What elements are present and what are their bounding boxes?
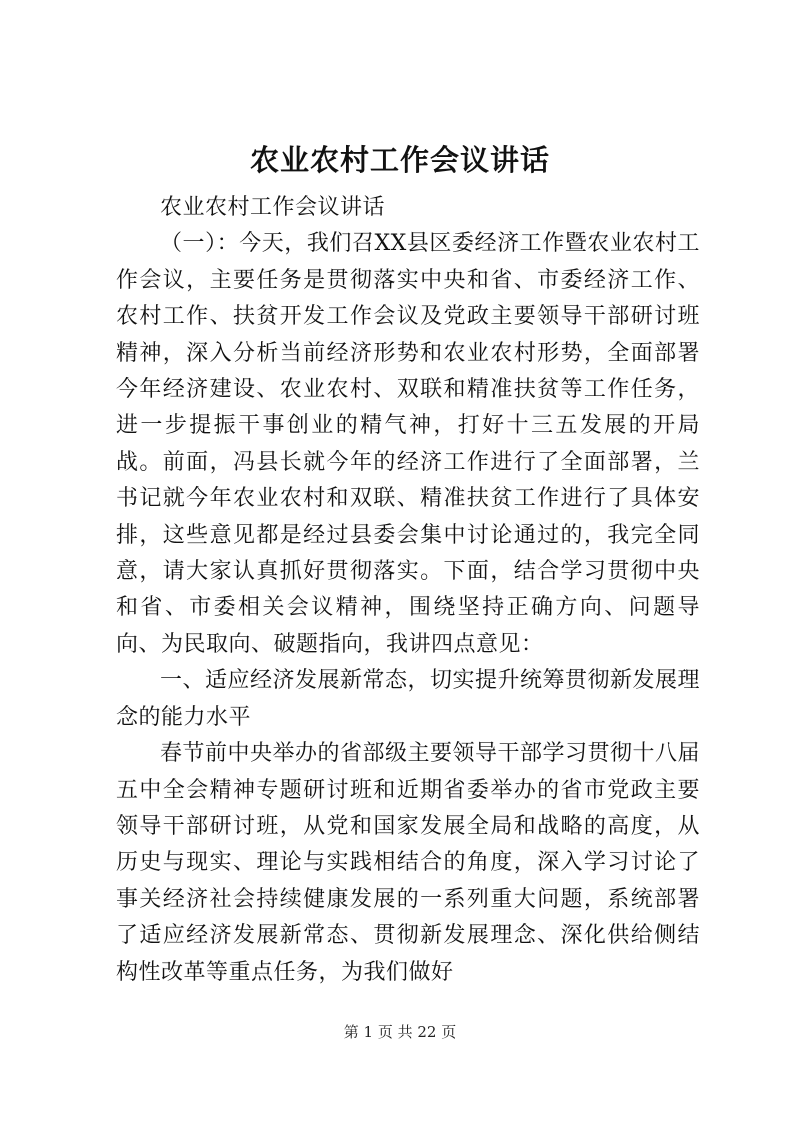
section-heading-paragraph: 一、适应经济发展新常态，切实提升统筹贯彻新发展理念的能力水平 (116, 668, 701, 730)
document-title: 农业农村工作会议讲话 (249, 143, 550, 177)
body-paragraph: 春节前中央举办的省部级主要领导干部学习贯彻十八届五中全会精神专题研讨班和近期省委举办的省市党政主要领导干部研讨班，从党和国家发展全局和战略的高度，从历史与现实、理论与实践相结合的角度，深入学习讨论了事关经济社会持续健康发展的一系列重大问题，系统部署了适应经济发展新常态、贯彻新发展理念、深化供给侧结构性改革等重点任务，为我们做好 (116, 741, 701, 985)
page-number-footer: 第 1 页 共 22 页 (343, 1023, 457, 1041)
subtitle-paragraph: 农业农村工作会议讲话 (160, 195, 386, 220)
document-body (116, 190, 700, 991)
opening-paragraph: （一）：今天，我们召XX县区委经济工作暨农业农村工作会议，主要任务是贯彻落实中央和省、市委经济工作、农村工作、扶贫开发工作会议及党政主要领导干部研讨班精神，深入分析当前经济形势和农业农村形势，全面部署今年经济建设、农业农村、双联和精准扶贫等工作任务，进一步提振干事创业的精气神，打好十三五发展的开局战。前面，冯县长就今年的经济工作进行了全面部署，兰书记就今年农业农村和双联、精准扶贫工作进行了具体安排，这些意见都是经过县委会集中讨论通过的，我完全同意，请大家认真抓好贯彻落实。下面，结合学习贯彻中央和省、市委相关会议精神，围绕坚持正确方向、问题导向、为民取向、破题指向，我讲四点意见： (116, 231, 700, 657)
